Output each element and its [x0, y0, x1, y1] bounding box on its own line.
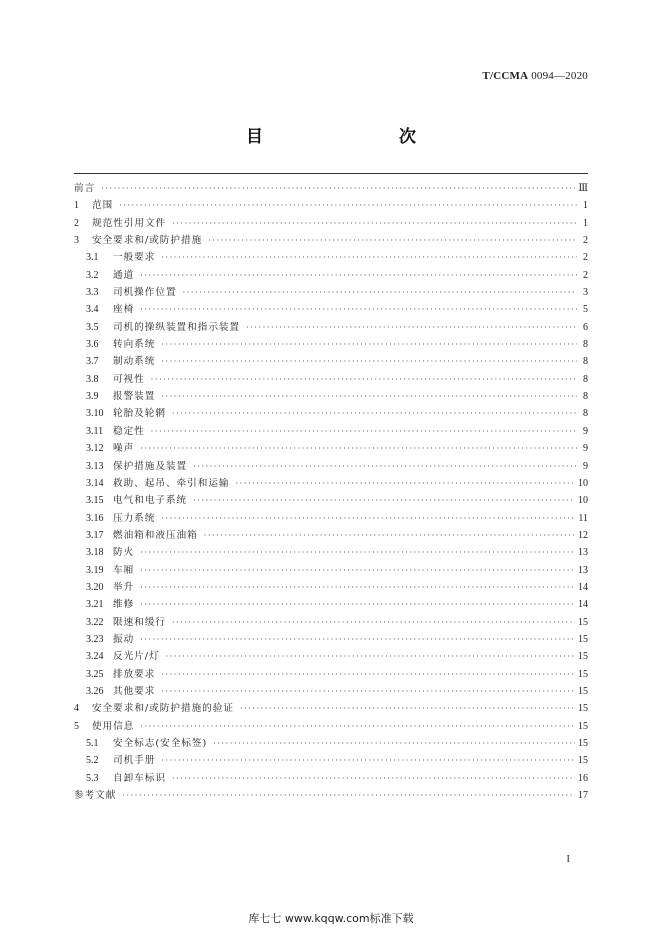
toc-leader-dots [183, 284, 577, 301]
toc-entry-number: 3.5 [86, 321, 99, 333]
standard-number: 0094—2020 [531, 70, 588, 82]
toc-entry-page: 2 [583, 269, 588, 281]
toc-entry[interactable] [74, 648, 588, 665]
toc-entry[interactable] [74, 232, 588, 249]
toc-entry-number: 1 [74, 200, 79, 212]
toc-entry-page: 15 [578, 651, 588, 663]
toc-entry-number: 3.16 [86, 512, 104, 524]
toc-entry-label: 反光片/灯 [113, 651, 160, 663]
toc-leader-dots [172, 770, 575, 787]
toc-entry-number: 3.14 [86, 477, 104, 489]
toc-entry-number: 3.6 [86, 339, 99, 351]
toc-entry-label: 振动 [113, 633, 135, 645]
toc-entry-number: 3.2 [86, 269, 99, 281]
toc-leader-dots [151, 423, 577, 440]
toc-entry-page: 3 [583, 287, 588, 299]
toc-entry[interactable] [74, 579, 588, 596]
toc-entry[interactable] [74, 770, 588, 787]
toc-entry[interactable] [74, 336, 588, 353]
toc-entry[interactable] [74, 388, 588, 405]
toc-leader-dots [236, 475, 575, 492]
toc-entry-page: 15 [578, 738, 588, 749]
toc-entry[interactable] [74, 596, 588, 613]
toc-entry-number: 3.3 [86, 287, 99, 299]
toc-entry-number: 3.4 [86, 304, 99, 316]
toc-leader-dots [140, 440, 577, 457]
toc-entry[interactable] [74, 301, 588, 318]
toc-entry[interactable] [74, 458, 588, 475]
toc-entry-page: 1 [583, 217, 588, 229]
toc-entry-label: 座椅 [113, 304, 135, 316]
toc-entry-label: 司机操作位置 [113, 287, 177, 299]
toc-leader-dots [213, 735, 575, 752]
toc-entry-number: 3.18 [86, 547, 104, 559]
toc-entry-number: 5.1 [86, 738, 99, 749]
toc-entry-label: 参考文献 [74, 790, 117, 802]
toc-entry-page: 17 [578, 790, 588, 802]
toc-leader-dots [246, 319, 577, 336]
toc-leader-dots [166, 648, 575, 665]
toc-entry-label: 限速和缓行 [113, 616, 166, 628]
toc-entry-page: 16 [578, 772, 588, 784]
toc-entry-label: 安全要求和/或防护措施 [92, 235, 203, 247]
toc-leader-dots [240, 700, 575, 717]
toc-entry-number: 3.8 [86, 373, 99, 385]
toc-entry[interactable] [74, 197, 588, 214]
toc-entry-label: 燃油箱和液压油箱 [113, 529, 198, 541]
toc-entry-number: 3.23 [86, 633, 104, 645]
toc-entry-number: 3.7 [86, 356, 99, 368]
table-of-contents [74, 180, 588, 804]
toc-entry[interactable] [74, 735, 588, 752]
toc-entry-page: 9 [583, 443, 588, 455]
toc-entry-page: 1 [583, 200, 588, 212]
toc-leader-dots [193, 492, 575, 509]
toc-leader-dots [161, 752, 575, 769]
toc-entry[interactable] [74, 475, 588, 492]
toc-entry-label: 转向系统 [113, 339, 156, 351]
toc-entry-label: 救助、起吊、牵引和运输 [113, 477, 230, 489]
toc-entry-label: 一般要求 [113, 252, 156, 264]
toc-entry[interactable] [74, 267, 588, 284]
toc-entry-page: 14 [578, 581, 588, 593]
toc-entry-number: 3.11 [86, 425, 104, 437]
toc-entry-page: 9 [583, 460, 588, 472]
toc-entry[interactable] [74, 683, 588, 700]
toc-entry-label: 安全要求和/或防护措施的验证 [92, 703, 234, 715]
toc-entry-label: 安全标志(安全标签) [113, 738, 208, 749]
toc-entry-number: 5 [74, 720, 79, 732]
toc-entry[interactable] [74, 440, 588, 457]
toc-entry[interactable] [74, 215, 588, 232]
toc-entry-page: 15 [578, 720, 588, 732]
toc-entry[interactable] [74, 405, 588, 422]
toc-entry-label: 可视性 [113, 373, 145, 385]
toc-entry[interactable] [74, 319, 588, 336]
toc-leader-dots [161, 683, 575, 700]
toc-entry-page: 15 [578, 633, 588, 645]
toc-entry[interactable] [74, 666, 588, 683]
toc-leader-dots [161, 336, 577, 353]
toc-entry-label: 排放要求 [113, 668, 156, 680]
toc-entry[interactable] [74, 284, 588, 301]
toc-entry-label: 报警装置 [113, 391, 156, 403]
toc-entry-number: 3.20 [86, 581, 104, 593]
toc-entry[interactable] [74, 510, 588, 527]
toc-leader-dots [161, 510, 575, 527]
toc-entry-page: 14 [578, 599, 588, 611]
toc-entry-page: 5 [583, 304, 588, 316]
toc-entry-label: 压力系统 [113, 512, 156, 524]
toc-entry-number: 3.25 [86, 668, 104, 680]
toc-entry[interactable] [74, 492, 588, 509]
toc-entry[interactable] [74, 423, 588, 440]
toc-entry-label: 通道 [113, 269, 135, 281]
toc-entry-label: 轮胎及轮辋 [113, 408, 166, 420]
toc-leader-dots [140, 267, 577, 284]
toc-entry-label: 稳定性 [113, 425, 145, 437]
toc-entry-label: 司机手册 [113, 755, 156, 767]
toc-entry-page: 8 [583, 408, 588, 420]
toc-entry-page: 8 [583, 339, 588, 351]
toc-leader-dots [140, 301, 577, 318]
toc-entry[interactable] [74, 371, 588, 388]
toc-entry-number: 3.19 [86, 564, 104, 576]
toc-entry[interactable] [74, 544, 588, 561]
toc-entry-number: 3.13 [86, 460, 104, 472]
toc-leader-dots [140, 544, 575, 561]
toc-entry-label: 前言 [74, 183, 96, 194]
toc-leader-dots [172, 614, 575, 631]
toc-leader-dots [140, 579, 575, 596]
toc-entry[interactable] [74, 614, 588, 631]
toc-leader-dots [140, 562, 575, 579]
toc-entry-page: 11 [578, 512, 588, 524]
toc-leader-dots [140, 596, 575, 613]
toc-leader-dots [208, 232, 577, 249]
toc-entry-label: 举升 [113, 581, 135, 593]
toc-entry[interactable] [74, 527, 588, 544]
toc-entry-label: 维修 [113, 599, 135, 611]
toc-entry[interactable] [74, 631, 588, 648]
toc-entry-label: 使用信息 [92, 720, 135, 732]
toc-entry-page: 15 [578, 703, 588, 715]
toc-entry-label: 噪声 [113, 443, 135, 455]
toc-entry-label: 规范性引用文件 [92, 217, 167, 229]
toc-entry-page: 10 [578, 477, 588, 489]
toc-entry[interactable] [74, 787, 588, 804]
toc-entry-page: 15 [578, 668, 588, 680]
toc-leader-dots [119, 197, 577, 214]
toc-entry-label: 自卸车标识 [113, 772, 166, 784]
toc-entry-number: 3.1 [86, 252, 99, 264]
toc-entry[interactable] [74, 700, 588, 717]
page-number: I [566, 853, 570, 865]
toc-entry-page: 2 [583, 235, 588, 247]
toc-leader-dots [193, 458, 577, 475]
toc-leader-dots [161, 388, 577, 405]
toc-entry-page: 8 [583, 373, 588, 385]
toc-entry-number: 3.24 [86, 651, 104, 663]
toc-entry-page: 6 [583, 321, 588, 333]
toc-entry-label: 电气和电子系统 [113, 495, 188, 507]
toc-leader-dots [151, 371, 577, 388]
toc-entry-page: 13 [578, 547, 588, 559]
toc-entry-page: 8 [583, 391, 588, 403]
toc-entry[interactable] [74, 562, 588, 579]
toc-entry[interactable] [74, 353, 588, 370]
toc-leader-dots [161, 353, 577, 370]
toc-entry-label: 制动系统 [113, 356, 156, 368]
standard-prefix: T/CCMA [482, 70, 529, 82]
toc-entry-number: 3.26 [86, 685, 104, 697]
toc-entry-number: 3.9 [86, 391, 99, 403]
toc-entry-number: 3.10 [86, 408, 104, 420]
toc-entry-page: 13 [578, 564, 588, 576]
toc-entry[interactable] [74, 249, 588, 266]
toc-entry-number: 5.2 [86, 755, 99, 767]
toc-entry-number: 3.12 [86, 443, 104, 455]
toc-entry-number: 3.17 [86, 529, 104, 541]
toc-entry-page: 8 [583, 356, 588, 368]
toc-leader-dots [161, 249, 577, 266]
toc-entry[interactable] [74, 752, 588, 769]
toc-entry-label: 防火 [113, 547, 135, 559]
toc-leader-dots [172, 405, 577, 422]
toc-entry-number: 5.3 [86, 772, 99, 784]
toc-entry[interactable] [74, 718, 588, 735]
page-title: 目 次 [246, 127, 450, 147]
toc-entry-page: 12 [578, 529, 588, 541]
toc-entry-label: 保护措施及装置 [113, 460, 188, 472]
toc-leader-dots [204, 527, 575, 544]
toc-entry-page: 15 [578, 755, 588, 767]
toc-leader-dots [161, 666, 575, 683]
title-divider [74, 173, 588, 174]
toc-entry-page: Ⅲ [578, 183, 588, 194]
toc-entry-label: 司机的操纵装置和指示装置 [113, 321, 241, 333]
toc-entry-page: 15 [578, 616, 588, 628]
toc-entry-label: 车厢 [113, 564, 135, 576]
toc-entry-number: 3 [74, 235, 79, 247]
standard-code [482, 70, 588, 82]
toc-entry-label: 范围 [92, 200, 114, 212]
toc-entry-page: 10 [578, 495, 588, 507]
toc-leader-dots [122, 787, 575, 804]
toc-entry[interactable] [74, 180, 588, 197]
toc-leader-dots [101, 180, 575, 197]
toc-entry-number: 2 [74, 217, 79, 229]
toc-entry-page: 2 [583, 252, 588, 264]
toc-entry-page: 15 [578, 685, 588, 697]
toc-entry-number: 3.21 [86, 599, 104, 611]
watermark-text: 库七七 www.kqqw.com标准下载 [248, 912, 414, 925]
toc-entry-number: 3.15 [86, 495, 104, 507]
toc-entry-number: 3.22 [86, 616, 104, 628]
toc-entry-number: 4 [74, 703, 79, 715]
toc-leader-dots [140, 631, 575, 648]
toc-entry-page: 9 [583, 425, 588, 437]
toc-leader-dots [172, 215, 577, 232]
toc-entry-label: 其他要求 [113, 685, 156, 697]
toc-leader-dots [140, 718, 575, 735]
